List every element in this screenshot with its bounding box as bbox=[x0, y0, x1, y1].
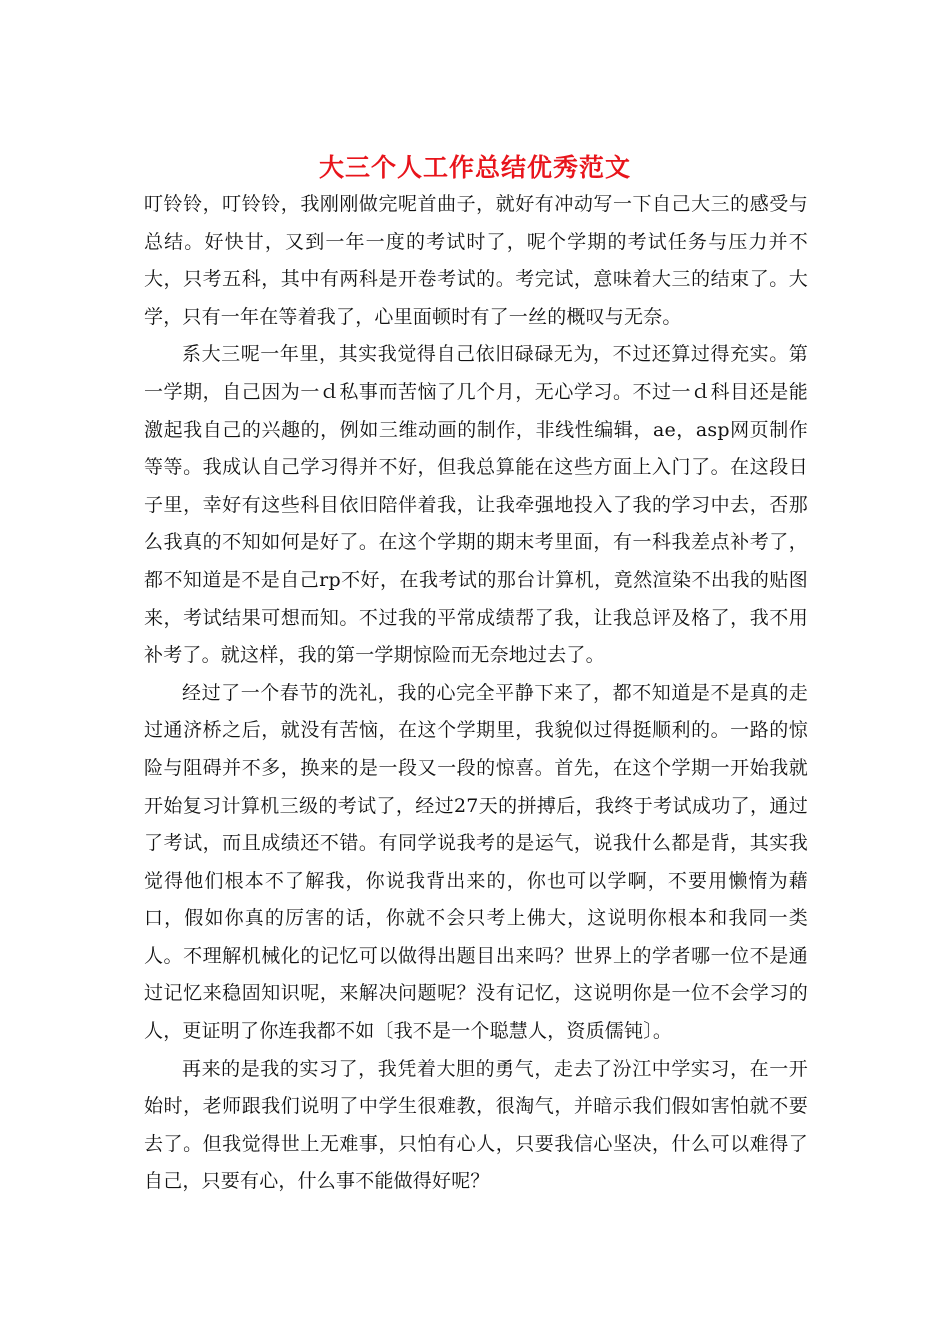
paragraph-1: 叮铃铃，叮铃铃，我刚刚做完呢首曲子，就好有冲动写一下自己大三的感受与总结。好快甘，又到一年一度的考试时了，呢个学期的考试任务与压力并不大，只考五科，其中有两科是开卷考试的。考完试，意味着大三的结束了。大学，只有一年在等着我了，心里面顿时有了一丝的概叹与无奈。 bbox=[144, 193, 808, 328]
document-title: 大三个人工作总结优秀范文 bbox=[318, 153, 631, 182]
paragraph-3: 经过了一个春节的洗礼，我的心完全平静下来了，都不知道是不是真的走过通济桥之后，就没有苦恼，在这个学期里，我貌似过得挺顺利的。一路的惊险与阻碍并不多，换来的是一段又一段的惊喜。首先，在这个学期一开始我就开始复习计算机三级的考试了，经过27天的拼搏后，我终于考试成功了，通过了考试，而且成绩还不错。有同学说我考的是运气，说我什么都是背，其实我觉得他们根本不了解我，你说我背出来的，你也可以学啊，不要用懒惰为藉口，假如你真的厉害的话，你就不会只考上佛大，这说明你根本和我同一类人。不理解机械化的记忆可以做得出题目出来吗？世界上的学者哪一位不是通过记忆来稳固知识呢，来解决问题呢？没有记忆，这说明你是一位不会学习的人，更证明了你连我都不如〔我不是一个聪慧人，资质儒钝〕。 bbox=[144, 681, 808, 1043]
paragraph-4: 再来的是我的实习了，我凭着大胆的勇气，走去了汾江中学实习，在一开始时，老师跟我们说明了中学生很难教，很淘气，并暗示我们假如害怕就不要去了。但我觉得世上无难事，只怕有心人，只要我信心坚决，什么可以难得了自己，只要有心，什么事不能做得好呢？ bbox=[144, 1057, 808, 1193]
paragraph-2: 系大三呢一年里，其实我觉得自己依旧碌碌无为，不过还算过得充实。第一学期，自己因为一ｄ私事而苦恼了几个月，无心学习。不过一ｄ科目还是能激起我自己的兴趣的，例如三维动画的制作，非线性编辑，ae，asp网页制作等等。我成认自己学习得并不好，但我总算能在这些方面上入门了。在这段日子里，幸好有这些科目依旧陪伴着我，让我牵强地投入了我的学习中去，否那么我真的不知如何是好了。在这个学期的期末考里面，有一科我差点补考了，都不知道是不是自己rp不好，在我考试的那台计算机，竟然渲染不出我的贴图来，考试结果可想而知。不过我的平常成绩帮了我，让我总评及格了，我不用补考了。就这样，我的第一学期惊险而无奈地过去了。 bbox=[144, 343, 808, 667]
document-body bbox=[144, 186, 808, 1201]
